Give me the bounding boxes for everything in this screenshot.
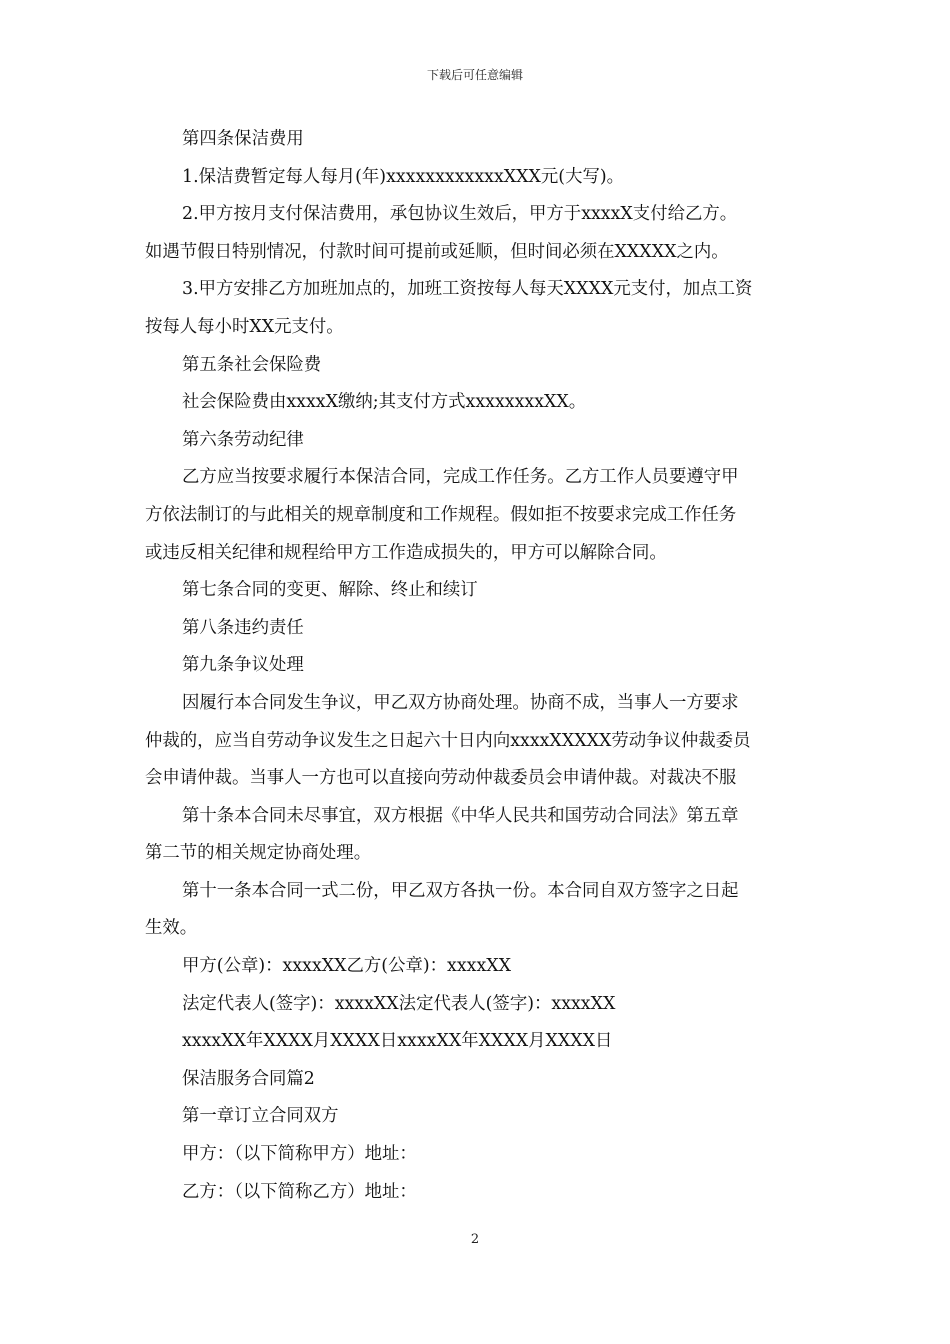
paragraph-line: 或违反相关纪律和规程给甲方工作造成损失的，甲方可以解除合同。 [145, 542, 667, 563]
paragraph [145, 685, 807, 798]
paragraph-line: 乙方：（以下简称乙方）地址： [182, 1181, 417, 1202]
paragraph [145, 159, 807, 197]
paragraph-line: 保洁服务合同篇2 [182, 1068, 315, 1089]
page-number: 2 [470, 1232, 480, 1247]
paragraph [145, 1061, 807, 1099]
paragraph-line: 社会保险费由xxxxX缴纳;其支付方式xxxxxxxxXX。 [182, 392, 587, 413]
paragraph-line: 第四条保洁费用 [182, 129, 304, 149]
paragraph-line: 第八条违约责任 [182, 617, 304, 638]
paragraph-line: 会申请仲裁。当事人一方也可以直接向劳动仲裁委员会申请仲裁。对裁决不服 [145, 768, 737, 789]
paragraph [145, 422, 807, 460]
document-body [145, 121, 807, 1211]
paragraph-line: 第七条合同的变更、解除、终止和续订 [182, 580, 478, 601]
paragraph-line: 方依法制订的与此相关的规章制度和工作规程。假如拒不按要求完成工作任务 [145, 504, 737, 525]
paragraph-line: 第五条社会保险费 [182, 354, 322, 375]
paragraph-line: xxxxXX年XXXX月XXXX日xxxxXX年XXXX月XXXX日 [182, 1031, 613, 1052]
paragraph [145, 1136, 807, 1174]
paragraph-line: 甲方(公章)：xxxxXX乙方(公章)：xxxxXX [182, 956, 512, 977]
paragraph [145, 798, 807, 873]
paragraph [145, 459, 807, 572]
paragraph-line: 第十条本合同未尽事宜，双方根据《中华人民共和国劳动合同法》第五章 [182, 805, 739, 826]
paragraph [145, 384, 807, 422]
page-header: 下载后可任意编辑 [426, 68, 523, 82]
paragraph-line: 甲方：（以下简称甲方）地址： [182, 1144, 417, 1165]
paragraph-line: 第十一条本合同一式二份，甲乙双方各执一份。本合同自双方签字之日起 [182, 880, 739, 901]
paragraph [145, 347, 807, 385]
paragraph-line: 法定代表人(签字)：xxxxXX法定代表人(签字)：xxxxXX [182, 993, 616, 1014]
paragraph-line: 按每人每小时XX元支付。 [145, 316, 344, 337]
paragraph-line: 第六条劳动纪律 [182, 429, 304, 450]
paragraph-line: 如遇节假日特别情况，付款时间可提前或延顺，但时间必须在XXXXX之内。 [145, 241, 729, 262]
paragraph-line: 第九条争议处理 [182, 655, 304, 676]
paragraph [145, 196, 807, 271]
paragraph [145, 1098, 807, 1136]
paragraph-line: 因履行本合同发生争议，甲乙双方协商处理。协商不成，当事人一方要求 [182, 692, 739, 713]
paragraph-line: 乙方应当按要求履行本保洁合同，完成工作任务。乙方工作人员要遵守甲 [182, 467, 739, 488]
paragraph [145, 572, 807, 610]
paragraph [145, 610, 807, 648]
paragraph [145, 1174, 807, 1212]
paragraph [145, 948, 807, 986]
paragraph [145, 1023, 807, 1061]
paragraph-line: 2.甲方按月支付保洁费用，承包协议生效后，甲方于xxxxX支付给乙方。 [182, 204, 738, 225]
paragraph-line: 3.甲方安排乙方加班加点的，加班工资按每人每天XXXX元支付，加点工资 [182, 279, 753, 300]
paragraph [145, 121, 807, 159]
paragraph [145, 873, 807, 948]
paragraph-line: 1.保洁费暂定每人每月(年)xxxxxxxxxxxxXXX元(大写)。 [182, 166, 625, 187]
paragraph-line: 仲裁的，应当自劳动争议发生之日起六十日内向xxxxXXXXX劳动争议仲裁委员 [145, 730, 751, 751]
paragraph-line: 第二节的相关规定协商处理。 [145, 843, 372, 864]
paragraph [145, 647, 807, 685]
paragraph-line: 生效。 [145, 918, 198, 939]
paragraph [145, 986, 807, 1024]
paragraph [145, 271, 807, 346]
paragraph-line: 第一章订立合同双方 [182, 1106, 339, 1127]
